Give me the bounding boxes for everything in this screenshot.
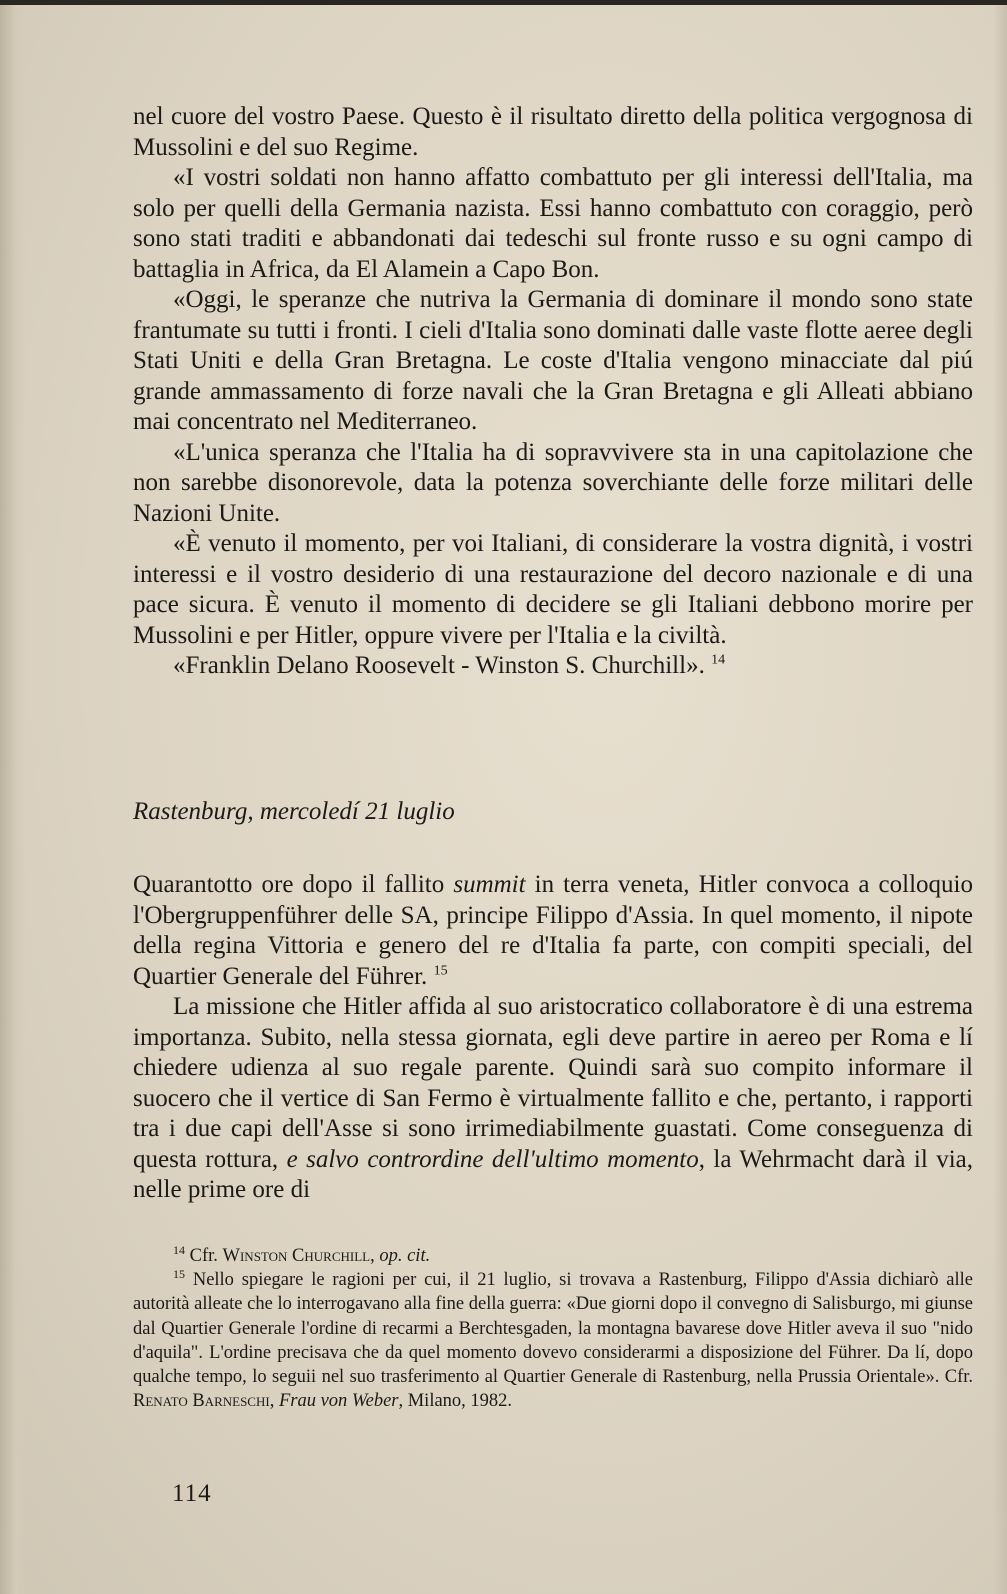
footnote-15 (133, 1268, 973, 1413)
footnotes (133, 1244, 973, 1413)
page-edge-shadow (993, 5, 1007, 1594)
text-run: La missione che Hitler affida al suo aristocratico collaboratore è di una estrema importanza. Subito, nella stessa giornata, egli deve partire in aereo per Roma e lí chiedere udienza al suo regale parente. Quindi sarà suo compito informare il suocero che il vertice di San Fermo è virtualmente fallito e che, pertanto, i rapporti tra i due capi dell'Asse si sono irrimediabilmente guastati. Come conseguenza di questa rottura, (133, 993, 973, 1173)
body-text-top (133, 102, 973, 682)
page-number: 114 (172, 1480, 212, 1507)
paragraph: nel cuore del vostro Paese. Questo è il risultato diretto della politica vergognosa di Mussolini e del suo Regime. (133, 103, 973, 161)
text-run: in terra veneta, Hitler convoca a colloquio l'Obergruppenführer delle SA, principe Filippo d'Assia. In quel momento, il nipote della regina Vittoria e genero del re d'Italia fa parte, con compiti speciali, del Quartier Generale del Führer. (133, 871, 973, 990)
signature-text: «Franklin Delano Roosevelt - Winston S. Churchill». (173, 652, 705, 679)
footnote-citation: op. cit. (379, 1246, 431, 1266)
text-run: , la Wehrmacht darà il via, nelle prime ore di (133, 1145, 973, 1203)
page-top-edge (0, 0, 1007, 5)
signature-paragraph (133, 651, 973, 682)
note-reference-14: 14 (711, 652, 726, 668)
paragraph: «Oggi, le speranze che nutriva la Germania di dominare il mondo sono state frantumate su tutti i fronti. I cieli d'Italia sono dominati dalle vaste flotte aeree degli Stati Uniti e della Gran Bretagna. Le coste d'Italia vengono minacciate dal piú grande ammassamento di forze navali che la Gran Bretagna e gli Alleati abbiano mai concentrato nel Mediterraneo. (133, 286, 973, 435)
italic-term: summit (453, 871, 526, 898)
paragraph: «L'unica speranza che l'Italia ha di sopravvivere sta in una capitolazione che non sarebbe disonorevole, data la potenza soverchiante delle forze militari delle Nazioni Unite. (133, 438, 973, 527)
footnote-text: Cfr. (189, 1246, 223, 1266)
page-binding-shadow (0, 5, 26, 1594)
footnote-book-title: Frau von Weber (278, 1391, 399, 1412)
text-run: Quarantotto ore dopo il fallito (133, 871, 454, 898)
paragraph (133, 870, 973, 992)
paragraph: «I vostri soldati non hanno affatto combattuto per gli interessi dell'Italia, ma solo per quelli della Germania nazista. Essi hanno combattuto con coraggio, però sono stati traditi e abbandonati dai tedeschi sul fronte russo e su ogni campo di battaglia in Africa, da El Alamein a Capo Bon. (133, 164, 973, 283)
body-text-bottom (133, 870, 973, 1206)
footnote-text: , Milano, 1982. (398, 1391, 513, 1412)
footnote-author: Winston Churchill (222, 1246, 371, 1266)
section-heading: Rastenburg, mercoledí 21 luglio (133, 798, 455, 825)
italic-phrase: e salvo contrordine dell'ultimo momento (286, 1145, 699, 1173)
footnote-text: , (269, 1391, 279, 1412)
footnote-text: Nello spiegare le ragioni per cui, il 21 luglio, si trovava a Rastenburg, Filippo d'Assia dichiarò alle autorità alleate che lo interrogavano alla fine della guerra: «Due giorni dopo il convegno di Salisburgo, mi giunse dal Quartier Generale l'ordine di recarmi a Berchtesgaden, la montagna bavarese dove Hitler aveva il suo "nido d'aquila". L'ordine precisava che da quel momento dovevo considerarmi a disposizione del Führer. Da lí, dopo qualche tempo, lo seguii nel suo trasferimento al Quartier Generale di Rastenburg, nella Prussia Orientale». Cfr. (133, 1270, 974, 1388)
footnote-number: 14 (173, 1242, 185, 1257)
paragraph: «È venuto il momento, per voi Italiani, di considerare la vostra dignità, i vostri interessi e il vostro desiderio di una restaurazione del decoro nazionale e di una pace sicura. È venuto il momento di decidere se gli Italiani debbono morire per Mussolini e per Hitler, oppure vivere per l'Italia e la civiltà. (133, 530, 973, 649)
footnote-text: , (370, 1246, 380, 1266)
footnote-14 (133, 1244, 973, 1268)
note-reference-15: 15 (433, 963, 448, 979)
paragraph (133, 992, 973, 1206)
footnote-author: Renato Barneschi (133, 1391, 270, 1412)
footnote-number: 15 (173, 1267, 185, 1282)
